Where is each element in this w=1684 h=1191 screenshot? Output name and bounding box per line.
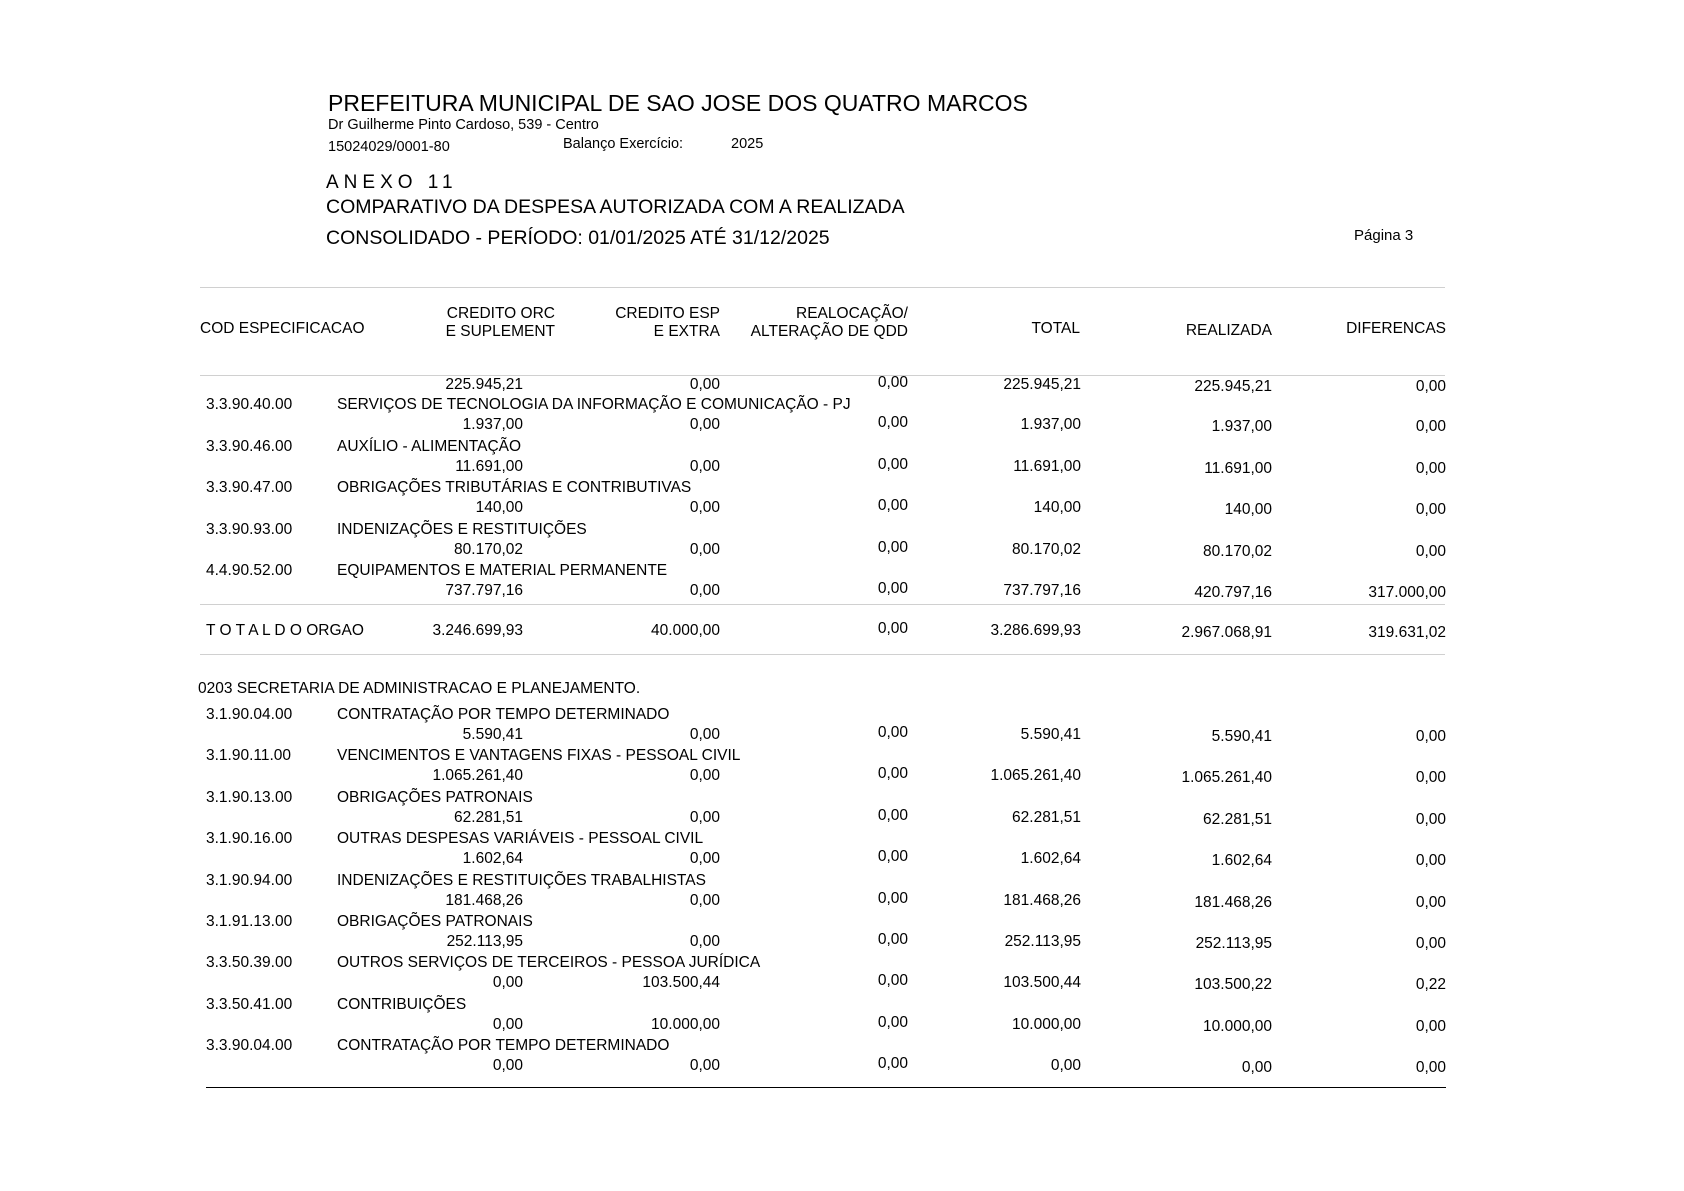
item-description: OBRIGAÇÕES PATRONAIS xyxy=(337,789,533,806)
item-value-realizada: 420.797,16 xyxy=(1194,584,1272,601)
item-value-realizada: 1.937,00 xyxy=(1211,418,1272,435)
item-value-total: 62.281,51 xyxy=(1012,809,1081,826)
item-value-total: 1.937,00 xyxy=(1020,416,1081,433)
item-code: 3.1.90.04.00 xyxy=(206,706,293,723)
item-value-credito-orc: 140,00 xyxy=(475,499,523,516)
col-realocacao-line1: REALOCAÇÃO/ xyxy=(796,305,908,322)
lead-value-total: 225.945,21 xyxy=(1003,376,1081,393)
item-code: 3.1.90.94.00 xyxy=(206,872,293,889)
total-orgao-label: T O T A L D O ORGAO xyxy=(206,622,364,639)
col-cod-especificacao: COD ESPECIFICACAO xyxy=(200,320,365,337)
total-top-rule xyxy=(200,604,1445,605)
col-credito-esp-line1: CREDITO ESP xyxy=(615,305,720,322)
org-address: Dr Guilherme Pinto Cardoso, 539 - Centro xyxy=(328,117,599,133)
anexo-title: ANEXO 11 xyxy=(326,172,458,193)
item-description: OBRIGAÇÕES PATRONAIS xyxy=(337,913,533,930)
item-value-realocacao: 0,00 xyxy=(877,1014,908,1031)
item-value-credito-orc: 1.065.261,40 xyxy=(432,767,523,784)
lead-value-credito-orc: 225.945,21 xyxy=(445,376,523,393)
item-value-realizada: 62.281,51 xyxy=(1203,811,1272,828)
item-value-realizada: 181.468,26 xyxy=(1194,894,1272,911)
item-value-diferencas: 0,00 xyxy=(1415,543,1446,560)
item-description: OUTRAS DESPESAS VARIÁVEIS - PESSOAL CIVIL xyxy=(337,830,704,847)
lead-value-realizada: 225.945,21 xyxy=(1194,378,1272,395)
item-value-credito-esp: 0,00 xyxy=(689,726,720,743)
item-value-realizada: 11.691,00 xyxy=(1204,460,1272,477)
col-realizada: REALIZADA xyxy=(1185,322,1272,339)
col-diferencas: DIFERENCAS xyxy=(1346,320,1446,337)
item-description: CONTRATAÇÃO POR TEMPO DETERMINADO xyxy=(337,1037,670,1054)
section-heading: 0203 SECRETARIA DE ADMINISTRACAO E PLANEJAMENTO. xyxy=(198,680,641,697)
col-total: TOTAL xyxy=(1031,320,1080,337)
item-value-realizada: 103.500,22 xyxy=(1194,976,1272,993)
item-value-diferencas: 0,00 xyxy=(1415,894,1446,911)
item-value-diferencas: 0,00 xyxy=(1415,501,1446,518)
item-value-total: 5.590,41 xyxy=(1020,726,1081,743)
header-top-rule xyxy=(200,287,1445,288)
total-value-credito-esp: 40.000,00 xyxy=(651,622,720,639)
total-value-realocacao: 0,00 xyxy=(877,620,908,637)
item-value-credito-esp: 0,00 xyxy=(689,809,720,826)
item-description: CONTRATAÇÃO POR TEMPO DETERMINADO xyxy=(337,706,670,723)
item-code: 3.3.90.04.00 xyxy=(206,1037,293,1054)
lead-value-credito-esp: 0,00 xyxy=(689,376,720,393)
item-value-credito-esp: 0,00 xyxy=(689,582,720,599)
item-code: 3.1.90.13.00 xyxy=(206,789,293,806)
item-value-realocacao: 0,00 xyxy=(877,539,908,556)
item-value-realizada: 10.000,00 xyxy=(1203,1018,1272,1035)
item-value-credito-orc: 737.797,16 xyxy=(445,582,523,599)
item-value-realizada: 80.170,02 xyxy=(1203,543,1272,560)
item-value-realizada: 252.113,95 xyxy=(1195,935,1272,952)
item-value-credito-esp: 0,00 xyxy=(689,499,720,516)
report-title: COMPARATIVO DA DESPESA AUTORIZADA COM A REALIZADA xyxy=(326,196,905,218)
item-description: INDENIZAÇÕES E RESTITUIÇÕES TRABALHISTAS xyxy=(337,872,706,889)
item-value-credito-esp: 0,00 xyxy=(689,933,720,950)
item-value-total: 11.691,00 xyxy=(1013,458,1081,475)
item-value-diferencas: 0,22 xyxy=(1415,976,1446,993)
total-value-credito-orc: 3.246.699,93 xyxy=(432,622,523,639)
col-credito-esp-line2: E EXTRA xyxy=(653,323,720,340)
item-value-realocacao: 0,00 xyxy=(877,765,908,782)
balance-label: Balanço Exercício: xyxy=(563,136,684,152)
item-value-credito-orc: 11.691,00 xyxy=(455,458,523,475)
item-description: VENCIMENTOS E VANTAGENS FIXAS - PESSOAL CIVIL xyxy=(337,747,741,764)
item-description: AUXÍLIO - ALIMENTAÇÃO xyxy=(337,438,522,455)
org-cnpj: 15024029/0001-80 xyxy=(328,139,450,155)
item-value-credito-orc: 5.590,41 xyxy=(462,726,523,743)
item-value-credito-orc: 80.170,02 xyxy=(454,541,523,558)
item-value-credito-esp: 0,00 xyxy=(689,416,720,433)
item-value-credito-orc: 181.468,26 xyxy=(445,892,523,909)
item-value-realocacao: 0,00 xyxy=(877,807,908,824)
item-value-diferencas: 0,00 xyxy=(1415,935,1446,952)
item-value-credito-esp: 0,00 xyxy=(689,850,720,867)
item-value-realocacao: 0,00 xyxy=(877,890,908,907)
item-code: 3.3.50.39.00 xyxy=(206,954,293,971)
lead-value-realocacao: 0,00 xyxy=(877,374,908,391)
item-value-diferencas: 0,00 xyxy=(1415,1018,1446,1035)
item-code: 3.3.50.41.00 xyxy=(206,996,293,1013)
item-code: 3.1.90.16.00 xyxy=(206,830,293,847)
item-value-credito-orc: 0,00 xyxy=(492,1016,523,1033)
item-value-credito-esp: 0,00 xyxy=(689,767,720,784)
item-code: 3.1.90.11.00 xyxy=(206,747,292,764)
col-credito-orc xyxy=(380,305,555,341)
item-value-credito-esp: 0,00 xyxy=(689,1057,720,1074)
item-value-diferencas: 0,00 xyxy=(1415,1059,1446,1076)
item-value-total: 103.500,44 xyxy=(1003,974,1081,991)
item-value-credito-orc: 252.113,95 xyxy=(446,933,523,950)
item-code: 3.3.90.93.00 xyxy=(206,521,293,538)
item-value-realocacao: 0,00 xyxy=(877,1055,908,1072)
item-value-total: 140,00 xyxy=(1033,499,1081,516)
item-value-diferencas: 0,00 xyxy=(1415,460,1446,477)
item-value-realocacao: 0,00 xyxy=(877,580,908,597)
item-value-total: 10.000,00 xyxy=(1012,1016,1081,1033)
item-value-total: 252.113,95 xyxy=(1004,933,1081,950)
item-value-credito-orc: 62.281,51 xyxy=(454,809,523,826)
item-value-realocacao: 0,00 xyxy=(877,848,908,865)
item-value-credito-orc: 1.937,00 xyxy=(462,416,523,433)
item-description: INDENIZAÇÕES E RESTITUIÇÕES xyxy=(337,521,587,538)
item-value-total: 80.170,02 xyxy=(1012,541,1081,558)
item-value-realizada: 1.065.261,40 xyxy=(1181,769,1272,786)
item-value-credito-esp: 0,00 xyxy=(689,458,720,475)
item-value-credito-orc: 1.602,64 xyxy=(462,850,523,867)
item-value-diferencas: 0,00 xyxy=(1415,728,1446,745)
total-value-diferencas: 319.631,02 xyxy=(1368,624,1446,641)
item-value-realizada: 140,00 xyxy=(1224,501,1272,518)
report-period: CONSOLIDADO - PERÍODO: 01/01/2025 ATÉ 31/12/2025 xyxy=(326,227,830,249)
item-value-credito-esp: 0,00 xyxy=(689,541,720,558)
item-value-realocacao: 0,00 xyxy=(877,972,908,989)
item-description: OUTROS SERVIÇOS DE TERCEIROS - PESSOA JURÍDICA xyxy=(337,954,761,971)
total-value-realizada: 2.967.068,91 xyxy=(1181,624,1272,641)
item-code: 3.3.90.47.00 xyxy=(206,479,293,496)
item-value-diferencas: 317.000,00 xyxy=(1368,584,1446,601)
item-value-realizada: 0,00 xyxy=(1241,1059,1272,1076)
item-value-total: 0,00 xyxy=(1050,1057,1081,1074)
item-value-credito-esp: 103.500,44 xyxy=(642,974,720,991)
item-value-total: 181.468,26 xyxy=(1003,892,1081,909)
item-value-diferencas: 0,00 xyxy=(1415,418,1446,435)
item-value-credito-esp: 10.000,00 xyxy=(651,1016,720,1033)
col-credito-orc-line2: E SUPLEMENT xyxy=(445,323,555,340)
total-bottom-rule xyxy=(200,654,1445,655)
item-value-diferencas: 0,00 xyxy=(1415,769,1446,786)
item-value-realizada: 1.602,64 xyxy=(1211,852,1272,869)
item-code: 3.3.90.40.00 xyxy=(206,396,293,413)
item-value-realocacao: 0,00 xyxy=(877,724,908,741)
item-description: SERVIÇOS DE TECNOLOGIA DA INFORMAÇÃO E COMUNICAÇÃO - PJ xyxy=(337,396,851,413)
total-value-total: 3.286.699,93 xyxy=(990,622,1081,639)
col-credito-esp xyxy=(560,305,720,341)
item-value-credito-orc: 0,00 xyxy=(492,1057,523,1074)
item-code: 3.1.91.13.00 xyxy=(206,913,293,930)
section-end-rule xyxy=(206,1087,1446,1088)
col-credito-orc-line1: CREDITO ORC xyxy=(446,305,555,322)
item-value-total: 1.065.261,40 xyxy=(990,767,1081,784)
item-value-realocacao: 0,00 xyxy=(877,497,908,514)
item-description: CONTRIBUIÇÕES xyxy=(337,996,467,1013)
col-realocacao xyxy=(720,305,908,341)
col-realocacao-line2: ALTERAÇÃO DE QDD xyxy=(750,323,908,340)
item-value-realocacao: 0,00 xyxy=(877,931,908,948)
balance-year: 2025 xyxy=(731,136,764,152)
item-code: 3.3.90.46.00 xyxy=(206,438,293,455)
item-value-total: 1.602,64 xyxy=(1020,850,1081,867)
item-value-total: 737.797,16 xyxy=(1003,582,1081,599)
item-value-realizada: 5.590,41 xyxy=(1211,728,1272,745)
lead-value-diferencas: 0,00 xyxy=(1415,378,1446,395)
item-value-realocacao: 0,00 xyxy=(877,414,908,431)
page-number: Página 3 xyxy=(1354,227,1414,244)
item-value-diferencas: 0,00 xyxy=(1415,811,1446,828)
item-value-realocacao: 0,00 xyxy=(877,456,908,473)
item-value-credito-orc: 0,00 xyxy=(492,974,523,991)
item-description: OBRIGAÇÕES TRIBUTÁRIAS E CONTRIBUTIVAS xyxy=(337,479,692,496)
item-code: 4.4.90.52.00 xyxy=(206,562,293,579)
item-value-credito-esp: 0,00 xyxy=(689,892,720,909)
item-value-diferencas: 0,00 xyxy=(1415,852,1446,869)
item-description: EQUIPAMENTOS E MATERIAL PERMANENTE xyxy=(337,562,668,579)
report-org-title: PREFEITURA MUNICIPAL DE SAO JOSE DOS QUATRO MARCOS xyxy=(328,90,1028,116)
